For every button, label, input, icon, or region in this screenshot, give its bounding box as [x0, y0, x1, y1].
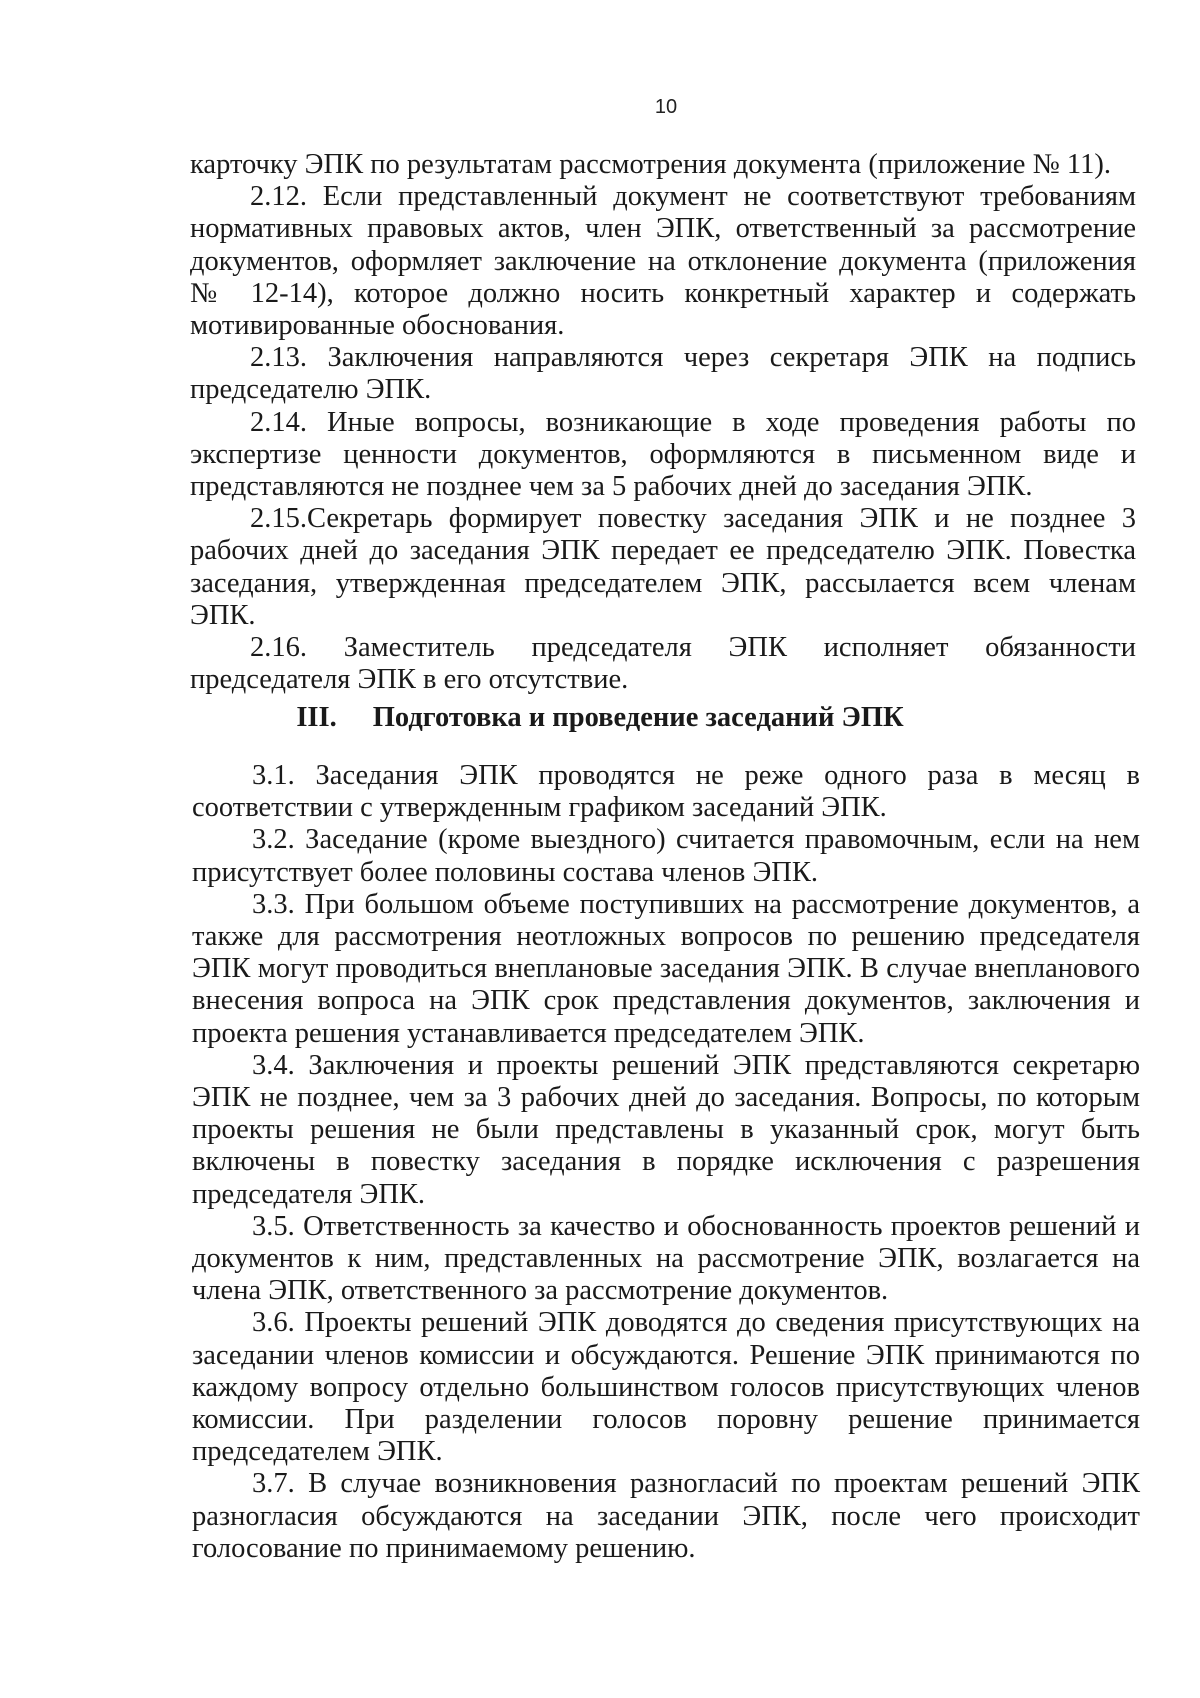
- paragraph-3-5: 3.5. Ответственность за качество и обоснованность проектов решений и документов к ним, представленных на рассмотрение ЭПК, возлагается на члена ЭПК, ответственного за рассмотрение документов.: [192, 1210, 1140, 1307]
- paragraph-2-12: 2.12. Если представленный документ не соответствуют требованиям нормативных правовых актов, член ЭПК, ответственный за рассмотрение документов, оформляет заключение на отклонение документа (приложения № 12-14), которое должно носить конкретный характер и содержать мотивированные обоснования.: [190, 181, 1136, 342]
- paragraph-3-3: 3.3. При большом объеме поступивших на рассмотрение документов, а также для рассмотрения неотложных вопросов по решению председателя ЭПК могут проводиться внеплановые заседания ЭПК. В случае внепланового внесения вопроса на ЭПК срок представления документов, заключения и проекта решения устанавливается председателем ЭПК.: [192, 888, 1140, 1049]
- section-2-continuation: [190, 149, 1136, 696]
- section-3-heading: [0, 702, 1200, 734]
- paragraph-2-15: 2.15.Секретарь формирует повестку заседания ЭПК и не позднее 3 рабочих дней до заседания ЭПК передает ее председателю ЭПК. Повестка заседания, утвержденная председателем ЭПК, рассылается всем членам ЭПК.: [190, 503, 1136, 631]
- paragraph-3-2: 3.2. Заседание (кроме выездного) считается правомочным, если на нем присутствует более половины состава членов ЭПК.: [192, 824, 1140, 888]
- paragraph-2-16: 2.16. Заместитель председателя ЭПК исполняет обязанности председателя ЭПК в его отсутствие.: [190, 632, 1136, 696]
- section-3-title: Подготовка и проведение заседаний ЭПК: [372, 702, 904, 733]
- paragraph-2-11-end: карточку ЭПК по результатам рассмотрения документа (приложение № 11).: [190, 149, 1111, 180]
- paragraph-3-6: 3.6. Проекты решений ЭПК доводятся до сведения присутствующих на заседании членов комиссии и обсуждаются. Решение ЭПК принимаются по каждому вопросу отдельно большинством голосов присутствующих членов комиссии. При разделении голосов поровну решение принимается председателем ЭПК.: [192, 1307, 1140, 1468]
- paragraph-3-7: 3.7. В случае возникновения разногласий по проектам решений ЭПК разногласия обсуждаются на заседании ЭПК, после чего происходит голосование по принимаемому решению.: [192, 1468, 1140, 1564]
- paragraph-2-13: 2.13. Заключения направляются через секретаря ЭПК на подпись председателю ЭПК.: [190, 342, 1136, 406]
- paragraph-3-4: 3.4. Заключения и проекты решений ЭПК представляются секретарю ЭПК не позднее, чем за 3 рабочих дней до заседания. Вопросы, по которым проекты решения не были представлены в указанный срок, могут быть включены в повестку заседания в порядке исключения с разрешения председателя ЭПК.: [192, 1049, 1140, 1210]
- paragraph-3-1: 3.1. Заседания ЭПК проводятся не реже одного раза в месяц в соответствии с утвержденным графиком заседаний ЭПК.: [192, 760, 1140, 824]
- section-3-body: [192, 760, 1140, 1565]
- page-number: 10: [654, 96, 678, 118]
- section-3-number: III.: [296, 702, 337, 733]
- paragraph-2-14: 2.14. Иные вопросы, возникающие в ходе проведения работы по экспертизе ценности документов, оформляются в письменном виде и представляются не позднее чем за 5 рабочих дней до заседания ЭПК.: [190, 406, 1136, 503]
